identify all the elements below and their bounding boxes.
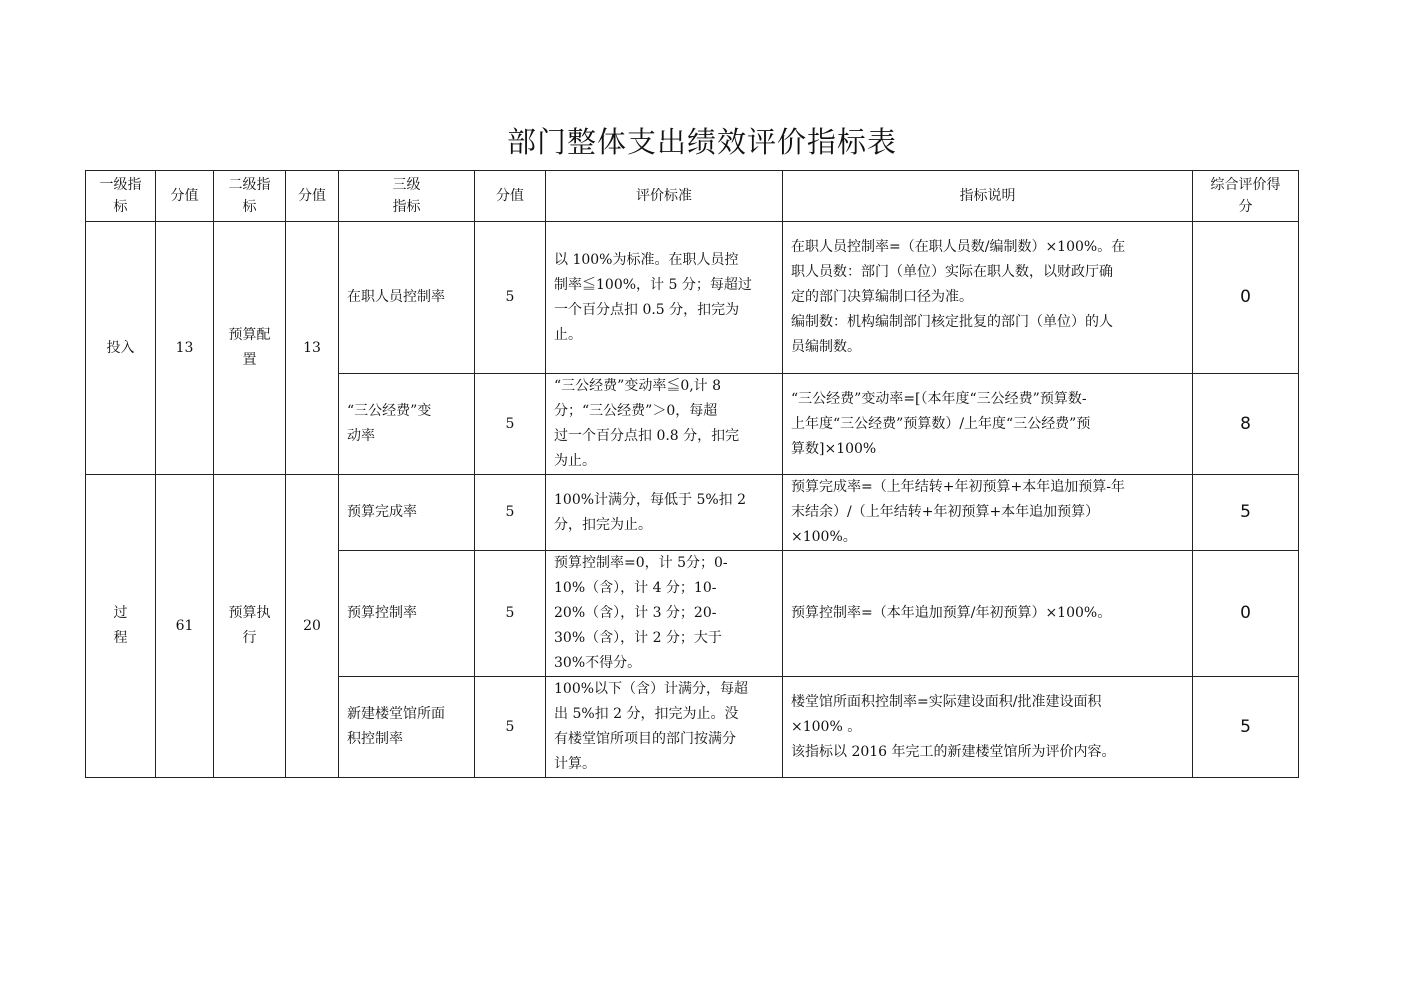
group-score1-cell: 61 — [156, 475, 214, 778]
header-row — [86, 171, 1299, 222]
header-level3: 三级 指标 — [339, 171, 475, 222]
result-cell: 0 — [1193, 222, 1299, 374]
group-score2-cell: 20 — [286, 475, 339, 778]
header-level2: 二级指 标 — [214, 171, 286, 222]
group-level1-cell: 投入 — [86, 222, 156, 475]
result-cell: 5 — [1193, 677, 1299, 778]
criteria-cell: 100%以下（含）计满分，每超 出 5%扣 2 分，扣完为止。没 有楼堂馆所项目的部门按满分 计算。 — [546, 677, 783, 778]
group-score2-cell: 13 — [286, 222, 339, 475]
group-level1-cell: 过 程 — [86, 475, 156, 778]
indicator-cell: 预算控制率 — [339, 551, 475, 677]
result-cell: 0 — [1193, 551, 1299, 677]
group-level2-cell: 预算配 置 — [214, 222, 286, 475]
header-score1: 分值 — [156, 171, 214, 222]
criteria-cell: 预算控制率=0，计 5分；0- 10%（含），计 4 分；10- 20%（含），计 3 分；20- 30%（含），计 2 分；大于 30%不得分。 — [546, 551, 783, 677]
criteria-cell: 以 100%为标准。在职人员控 制率≦100%，计 5 分；每超过 一个百分点扣 0.5 分，扣完为 止。 — [546, 222, 783, 374]
explanation-cell: 在职人员控制率=（在职人员数/编制数）×100%。在 职人员数：部门（单位）实际在职人数，以财政厅确 定的部门决算编制口径为准。 编制数：机构编制部门核定批复的部门（单位）的人 员编制数。 — [783, 222, 1193, 374]
explanation-cell: 楼堂馆所面积控制率=实际建设面积/批准建设面积 ×100% 。 该指标以 2016 年完工的新建楼堂馆所为评价内容。 — [783, 677, 1193, 778]
criteria-cell: “三公经费”变动率≦0,计 8 分；“三公经费”＞0，每超 过一个百分点扣 0.8 分，扣完 为止。 — [546, 374, 783, 475]
table-row — [86, 222, 1299, 374]
indicator-cell: 预算完成率 — [339, 475, 475, 551]
explanation-cell: 预算控制率=（本年追加预算/年初预算）×100%。 — [783, 551, 1193, 677]
score-cell: 5 — [475, 677, 546, 778]
indicator-table — [85, 170, 1299, 778]
score-cell: 5 — [475, 475, 546, 551]
indicator-cell: 新建楼堂馆所面 积控制率 — [339, 677, 475, 778]
group-score1-cell: 13 — [156, 222, 214, 475]
group-level2-cell: 预算执 行 — [214, 475, 286, 778]
result-cell: 5 — [1193, 475, 1299, 551]
header-result: 综合评价得 分 — [1193, 171, 1299, 222]
indicator-cell: “三公经费”变 动率 — [339, 374, 475, 475]
score-cell: 5 — [475, 374, 546, 475]
result-cell: 8 — [1193, 374, 1299, 475]
header-criteria: 评价标准 — [546, 171, 783, 222]
header-score3: 分值 — [475, 171, 546, 222]
header-level1: 一级指 标 — [86, 171, 156, 222]
indicator-cell: 在职人员控制率 — [339, 222, 475, 374]
explanation-cell: “三公经费”变动率=[（本年度“三公经费”预算数- 上年度“三公经费”预算数）/上年度“三公经费”预 算数]×100% — [783, 374, 1193, 475]
page-title: 部门整体支出绩效评价指标表 — [506, 125, 897, 159]
criteria-cell: 100%计满分，每低于 5%扣 2 分，扣完为止。 — [546, 475, 783, 551]
explanation-cell: 预算完成率=（上年结转+年初预算+本年追加预算-年 末结余）/（上年结转+年初预算+本年追加预算） ×100%。 — [783, 475, 1193, 551]
table-row — [86, 475, 1299, 551]
header-score2: 分值 — [286, 171, 339, 222]
score-cell: 5 — [475, 222, 546, 374]
header-explanation: 指标说明 — [783, 171, 1193, 222]
score-cell: 5 — [475, 551, 546, 677]
